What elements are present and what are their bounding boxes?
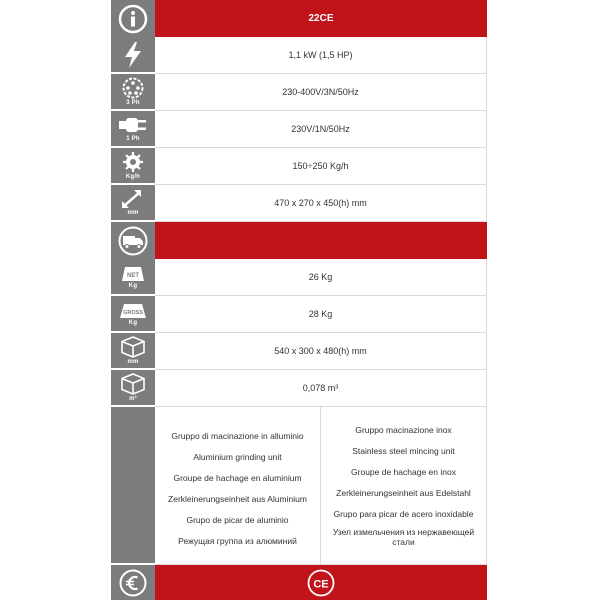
certification-bar <box>155 565 487 600</box>
package-dimensions-icon <box>111 333 155 370</box>
packing-row-volume <box>111 370 487 407</box>
net-weight-caption: Kg <box>128 282 138 289</box>
net-weight-value: 26 Kg <box>155 259 487 296</box>
output-caption: Kg/h <box>125 173 141 180</box>
packing-row-gross-weight <box>111 296 487 333</box>
gross-weight-value: 28 Kg <box>155 296 487 333</box>
shipping-header-bar <box>155 222 487 259</box>
power-value: 1,1 kW (1,5 HP) <box>155 37 487 74</box>
dimensions-caption: mm <box>127 209 139 216</box>
package-volume-value: 0,078 m³ <box>155 370 487 407</box>
spec-sheet <box>111 0 487 600</box>
description-right-line: Узел измельчения из нержавеющей стали <box>332 527 475 547</box>
spec-row-single-phase <box>111 111 487 148</box>
gross-weight-caption: Kg <box>128 319 138 326</box>
shipping-header-row <box>111 222 487 259</box>
description-right-line: Gruppo macinazione inox <box>355 424 452 435</box>
package-volume-icon <box>111 370 155 407</box>
description-block <box>155 407 487 565</box>
info-icon <box>111 0 155 37</box>
description-right-column <box>321 407 486 564</box>
package-dimensions-value: 540 x 300 x 480(h) mm <box>155 333 487 370</box>
spec-row-dimensions <box>111 185 487 222</box>
package-dimensions-caption: mm <box>127 358 139 365</box>
net-badge-text: NET <box>127 272 139 279</box>
spec-row-three-phase <box>111 74 487 111</box>
output-value: 150÷250 Kg/h <box>155 148 487 185</box>
package-volume-caption: m³ <box>129 395 137 402</box>
packing-row-dimensions <box>111 333 487 370</box>
model-title: 22CE <box>155 0 487 37</box>
gross-weight-icon <box>111 296 155 333</box>
description-right-line: Zerkleinerungseinheit aus Edelstahl <box>336 487 471 498</box>
dimensions-value: 470 x 270 x 450(h) mm <box>155 185 487 222</box>
description-right-line: Groupe de hachage en inox <box>351 466 456 477</box>
description-row <box>111 407 487 565</box>
euro-icon <box>111 565 155 600</box>
dimensions-arrow-icon <box>111 185 155 222</box>
net-weight-icon <box>111 259 155 296</box>
single-phase-value: 230V/1N/50Hz <box>155 111 487 148</box>
delivery-truck-icon <box>111 222 155 259</box>
description-left-column <box>155 407 321 564</box>
description-left-line: Grupo de picar de aluminio <box>186 514 289 525</box>
single-phase-plug-icon <box>111 111 155 148</box>
gross-badge-text: GROSS <box>123 309 143 316</box>
three-phase-plug-icon <box>111 74 155 111</box>
ce-mark-text: CE <box>313 578 329 590</box>
lightning-icon <box>111 37 155 74</box>
description-left-line: Режущая группа из алюминий <box>178 535 297 546</box>
header-row <box>111 0 487 37</box>
spec-row-output <box>111 148 487 185</box>
single-phase-caption: 1 Ph <box>126 135 140 142</box>
description-left-line: Zerkleinerungseinheit aus Aluminium <box>168 493 307 504</box>
description-left-line: Aluminium grinding unit <box>193 451 282 462</box>
description-right-line: Stainless steel mincing unit <box>352 445 455 456</box>
spec-row-power <box>111 37 487 74</box>
footer-row <box>111 565 487 600</box>
ce-mark-icon <box>307 569 335 597</box>
packing-row-net-weight <box>111 259 487 296</box>
output-gear-icon <box>111 148 155 185</box>
three-phase-value: 230-400V/3N/50Hz <box>155 74 487 111</box>
description-right-line: Grupo para picar de acero inoxidable <box>333 508 474 519</box>
description-left-line: Gruppo di macinazione in alluminio <box>171 430 304 441</box>
three-phase-caption: 3 Ph <box>126 99 140 106</box>
description-icon-column <box>111 407 155 565</box>
description-left-line: Groupe de hachage en aluminium <box>173 472 302 483</box>
